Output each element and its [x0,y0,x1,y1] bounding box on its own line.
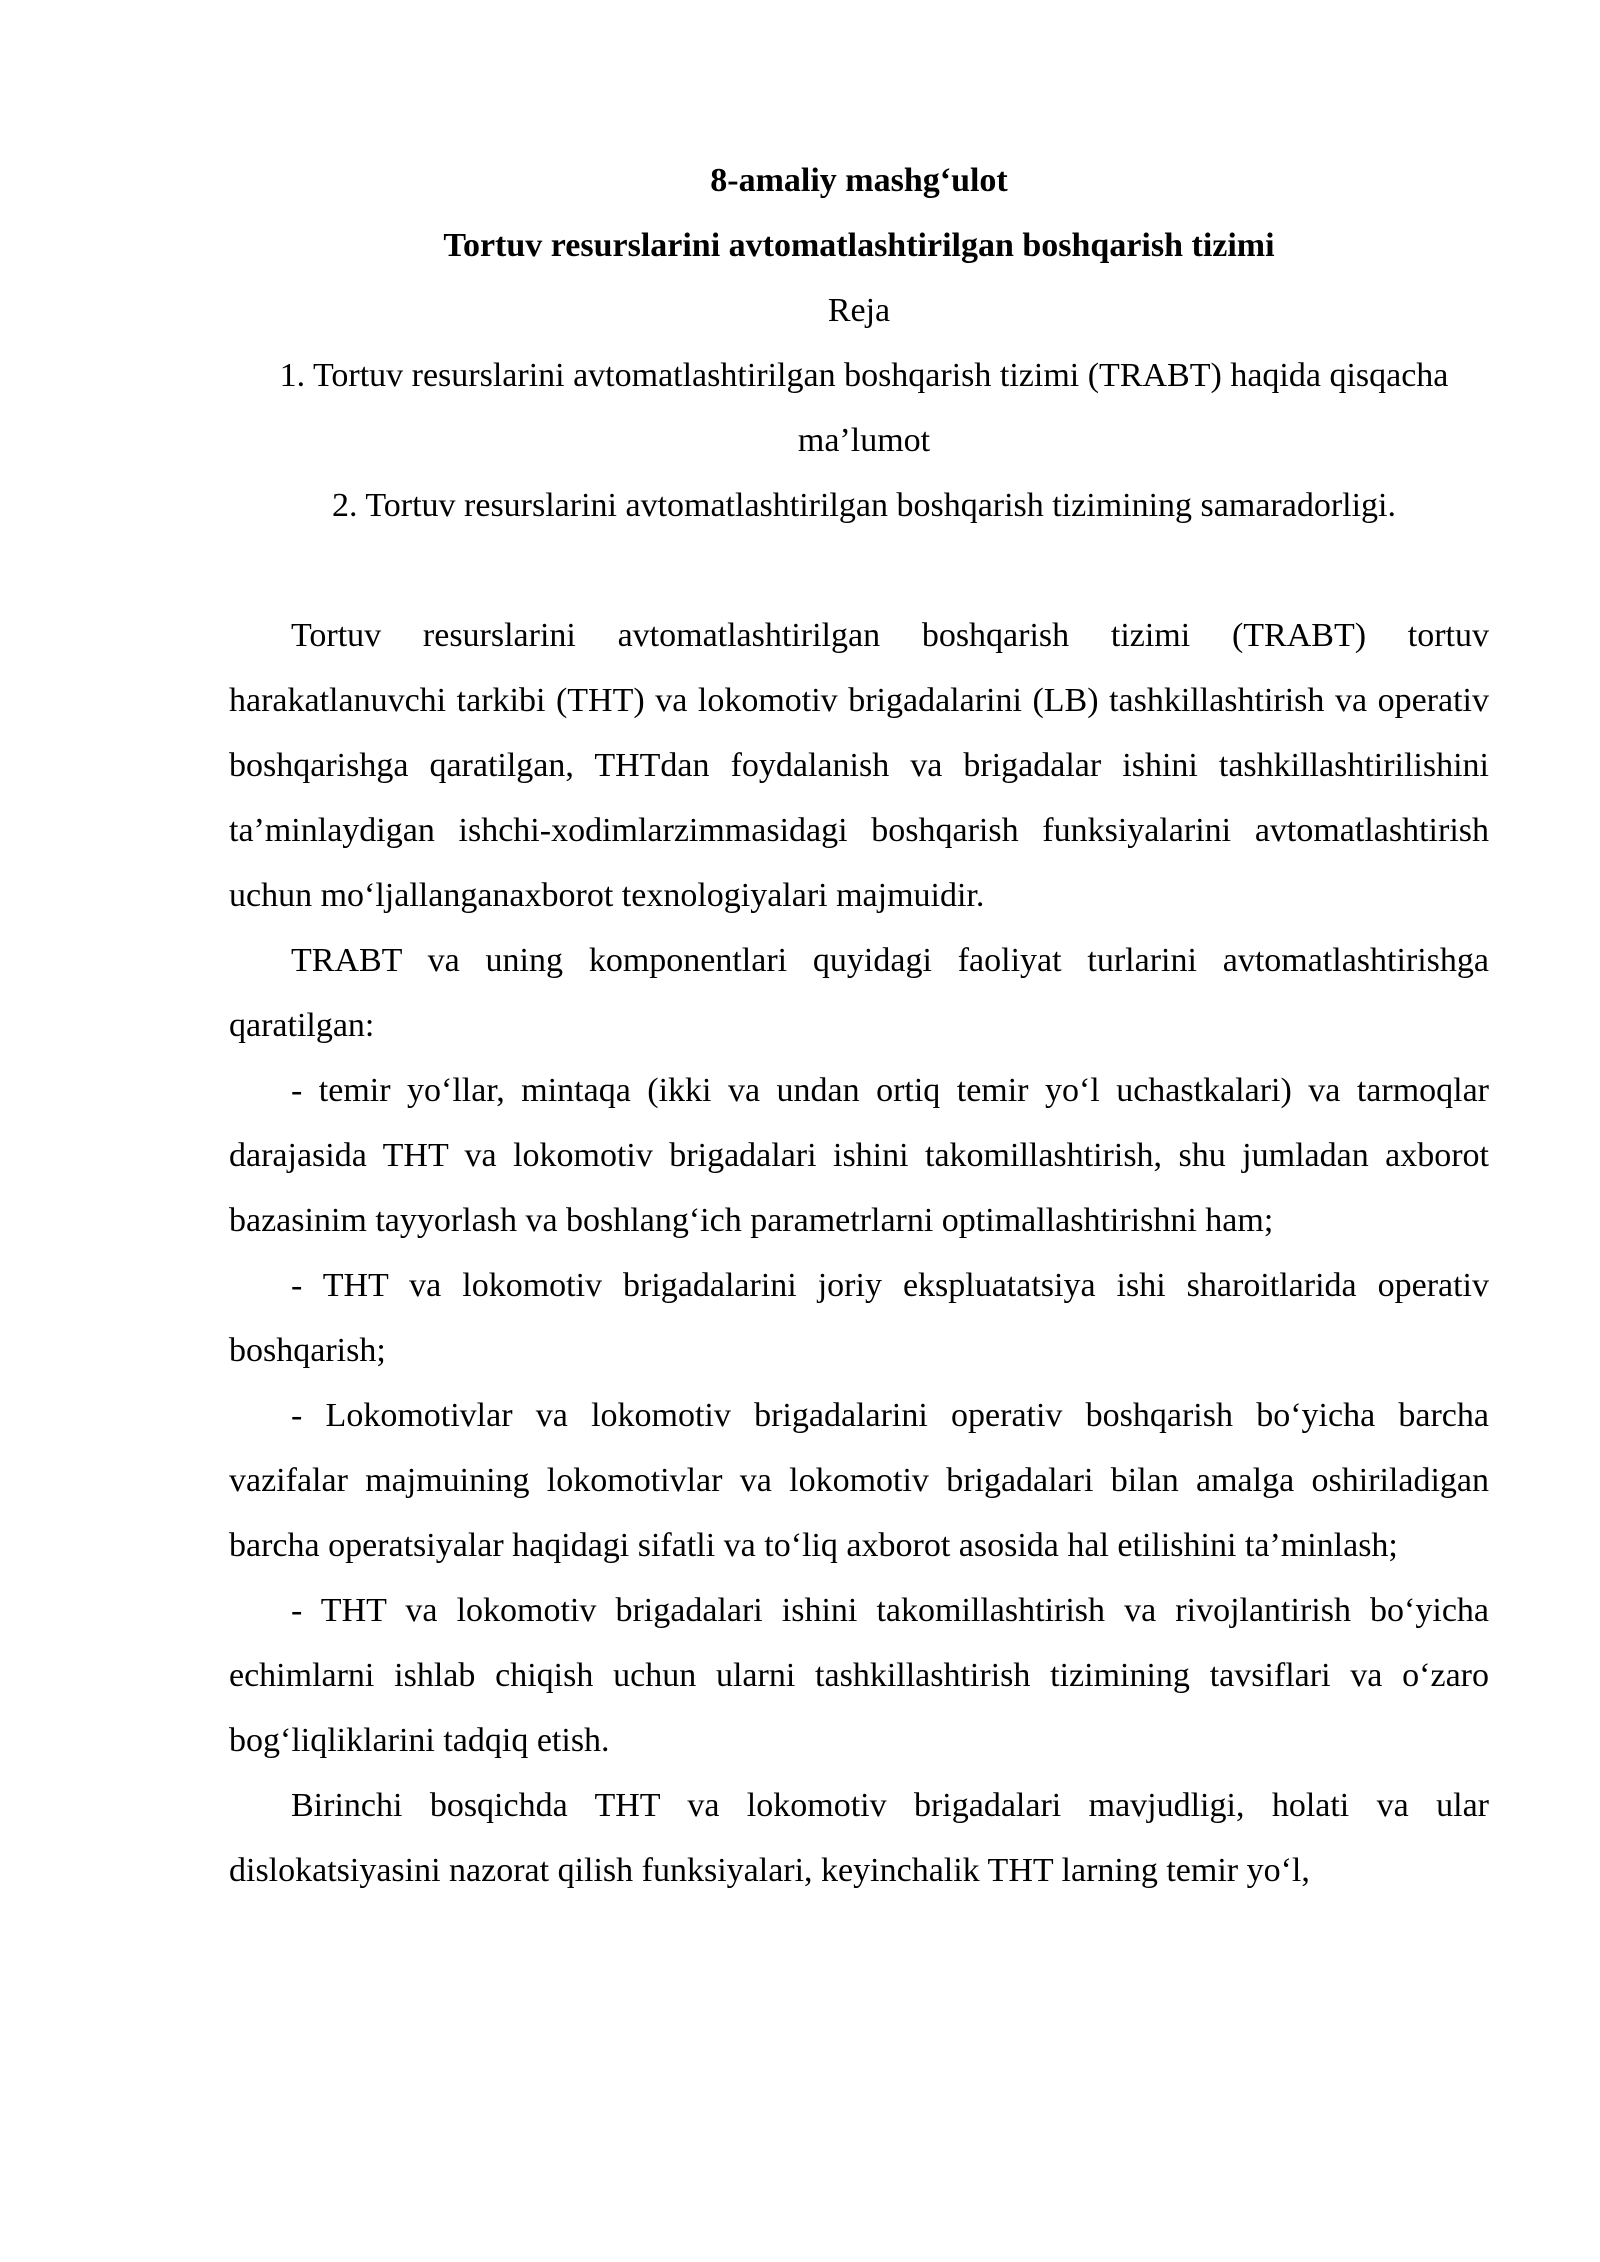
list-item-3: - Lokomotivlar va lokomotiv brigadalarini operativ boshqarish bo‘yicha barcha vazifalar majmuining lokomotivlar va lokomotiv brigadalari bilan amalga oshiriladigan barcha operatsiyalar haqidagi sifatli va to‘liq axborot asosida hal etilishini ta’minlash; [229,1397,1489,1564]
document-subtitle: Tortuv resurslarini avtomatlashtirilgan boshqarish tizimi [443,227,1275,264]
document-title: 8-amaliy mashg‘ulot [710,162,1008,199]
document-body [229,148,1489,1903]
plan-item-2: 2. Tortuv resurslarini avtomatlashtirilgan boshqarish tizimining samaradorligi. [331,487,1396,524]
list-item-4: - THT va lokomotiv brigadalari ishini takomillashtirish va rivojlantirish bo‘yicha echimlarni ishlab chiqish uchun ularni tashkillashtirish tizimining tavsiflari va o‘zaro bog‘liqliklarini tadqiq etish. [229,1592,1489,1759]
plan-label: Reja [827,292,891,329]
plan-item-1: 1. Tortuv resurslarini avtomatlashtirilgan boshqarish tizimi (TRABT) haqida qisqacha ma’lumot [279,357,1449,459]
section-gap [229,538,1489,603]
paragraph-intro: Tortuv resurslarini avtomatlashtirilgan boshqarish tizimi (TRABT) tortuv harakatlanuvchi tarkibi (THT) va lokomotiv brigadalarini (LB) tashkillashtirish va operativ boshqarishga qaratilgan, THTdan foydalanish va brigadalar ishini tashkillashtirilishini ta’minlaydigan ishchi-xodimlarzimmasidagi boshqarish funksiyalarini avtomatlashtirish uchun mo‘ljallanganaxborot texnologiyalari majmuidir. [229,617,1489,914]
list-item-2: - THT va lokomotiv brigadalarini joriy ekspluatatsiya ishi sharoitlarida operativ boshqarish; [229,1267,1489,1369]
list-item-1: - temir yo‘llar, mintaqa (ikki va undan ortiq temir yo‘l uchastkalari) va tarmoqlar darajasida THT va lokomotiv brigadalari ishini takomillashtirish, shu jumladan axborot bazasinim tayyorlash va boshlang‘ich parametrlarni optimallashtirishni ham; [229,1072,1489,1239]
paragraph-scope: TRABT va uning komponentlari quyidagi faoliyat turlarini avtomatlashtirishga qaratilgan: [229,942,1489,1044]
paragraph-first-stage: Birinchi bosqichda THT va lokomotiv brigadalari mavjudligi, holati va ular dislokatsiyasini nazorat qilish funksiyalari, keyinchalik THT larning temir yo‘l, [229,1787,1489,1889]
